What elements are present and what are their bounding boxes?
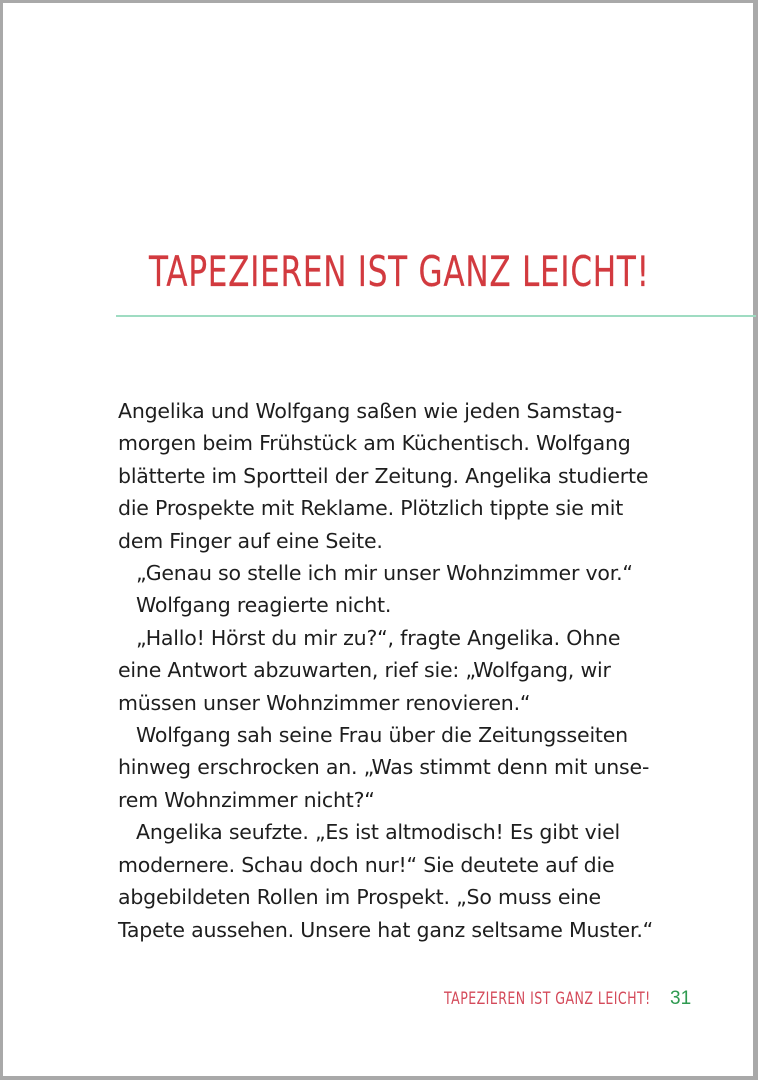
text-line: müssen unser Wohnzimmer renovieren.“ — [118, 690, 531, 715]
text-line: rem Wohnzimmer nicht?“ — [118, 787, 375, 812]
text-line: Angelika und Wolfgang saßen wie jeden Samstag- — [118, 399, 623, 423]
chapter-body — [118, 395, 663, 946]
running-footer — [444, 989, 723, 1013]
text-line: Wolfgang reagierte nicht. — [136, 593, 392, 618]
text-line: Angelika seufzte. „Es ist altmodisch! Es gibt viel — [136, 820, 621, 845]
text-line: Wolfgang sah seine Frau über die Zeitungsseiten — [136, 723, 628, 748]
text-line: morgen beim Frühstück am Küchentisch. Wolfgang — [118, 431, 631, 456]
chapter-title: TAPEZIEREN IST GANZ LEICHT! — [149, 247, 650, 296]
text-line: modernere. Schau doch nur!“ Sie deutete auf die — [118, 852, 615, 877]
text-line: eine Antwort abzuwarten, rief sie: „Wolfgang, wir — [118, 658, 611, 683]
text-line: Tapete aussehen. Unsere hat ganz seltsame Muster.“ — [118, 917, 654, 942]
title-divider — [116, 315, 756, 317]
page-number: 31 — [670, 988, 692, 1009]
text-line: „Genau so stelle ich mir unser Wohnzimmer vor.“ — [136, 561, 633, 586]
footer-chapter-title: TAPEZIEREN IST GANZ LEICHT! — [444, 989, 651, 1009]
text-line: die Prospekte mit Reklame. Plötzlich tippte sie mit — [118, 496, 624, 521]
text-line: abgebildeten Rollen im Prospekt. „So muss eine — [118, 885, 601, 910]
text-line: „Hallo! Hörst du mir zu?“, fragte Angelika. Ohne — [136, 625, 621, 650]
text-line: blätterte im Sportteil der Zeitung. Angelika studierte — [118, 463, 649, 488]
text-line: hinweg erschrocken an. „Was stimmt denn mit unse- — [118, 755, 650, 780]
text-line: dem Finger auf eine Seite. — [118, 528, 383, 553]
